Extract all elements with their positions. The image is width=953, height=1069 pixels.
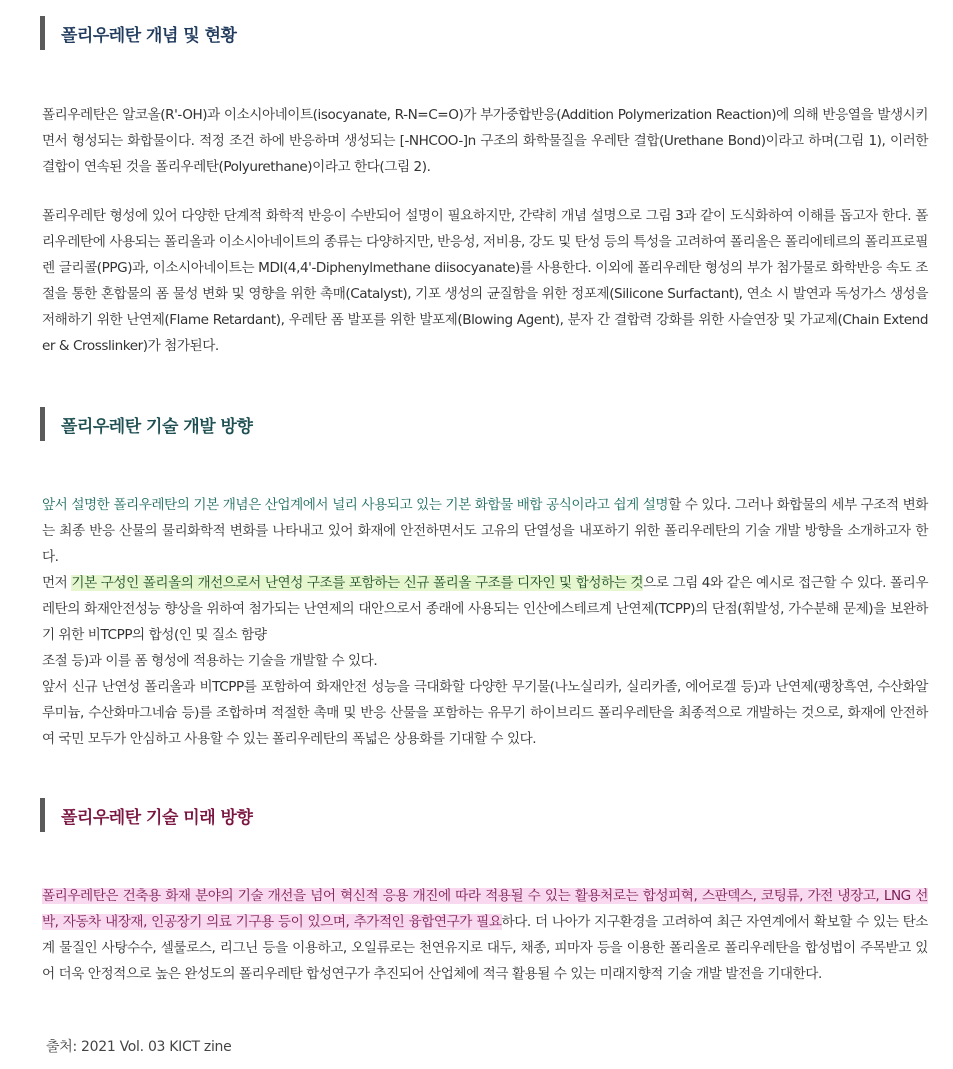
section-heading-concept (40, 16, 236, 50)
line2-rest: 으로 그림 4와 같은 예시로 접근할 수 있다. 폴리우레탄의 화재안전성능 향상을 위하여 첨가되는 난연제의 대안으로서 종래에 사용되는 인산에스테르계 난연제(TCPP)의 단점(휘발성, 가수분해 문제)을 보완하기 위한 비TCPP의 합성(인 및 질소 함량 (42, 575, 929, 643)
paragraph-concept-2: 폴리우레탄 형성에 있어 다양한 단계적 화학적 반응이 수반되어 설명이 필요하지만, 간략히 개념 설명으로 그림 3과 같이 도식화하여 이해를 돕고자 한다. 폴리우레탄에 사용되는 폴리올과 이소시아네이트의 종류는 다양하지만, 반응성, 저비용, 강도 및 탄성 등의 특성을 고려하여 폴리올은 폴리에테르의 폴리프로필렌 글리콜(PPG)과, 이소시아네이트는 MDI(4,4'-Diphenylmethane diisocyanate)를 사용한다. 이외에 폴리우레탄 형성의 부가 첨가물로 화학반응 속도 조절을 통한 혼합물의 폼 물성 변화 및 영향을 위한 촉매(Catalyst), 기포 생성의 균질함을 위한 정포제(Silicone Surfactant), 연소 시 발연과 독성가스 생성을 저해하기 위한 난연제(Flame Retardant), 우레탄 폼 발포를 위한 발포제(Blowing Agent), 분자 간 결합력 강화를 위한 사슬연장 및 가교제(Chain Extender & Crosslinker)가 첨가된다. (42, 208, 928, 354)
line4-text: 앞서 신규 난연성 폴리올과 비TCPP를 포함하여 화재안전 성능을 극대화할 다양한 무기물(나노실리카, 실리카졸, 에어로겔 등)과 난연제(팽창흑연, 수산화알루미늄, 수산화마그네슘 등)를 조합하며 적절한 촉매 및 반응 산물을 포함하는 유무기 하이브리드 폴리우레탄을 최종적으로 개발하는 것으로, 화재에 안전하여 국민 모두가 안심하고 사용할 수 있는 폴리우레탄의 폭넓은 상용화를 기대할 수 있다. (42, 679, 928, 747)
heading-bar (40, 407, 45, 441)
section-heading-development (40, 407, 252, 441)
line3-text: 조절 등)과 이를 폼 형성에 적용하는 기술을 개발할 수 있다. (42, 653, 378, 669)
intro-rest-text: 할 수 있다. 그러나 화합물의 세부 구조적 변화는 최종 반응 산물의 물리화학적 변화를 나타내고 있어 화재에 안전하면서도 고유의 단열성을 내포하기 위한 폴리우레탄의 기술 개발 방향을 소개하고자 한다. (42, 497, 928, 565)
heading-text: 폴리우레탄 기술 개발 방향 (61, 416, 253, 437)
future-rest-text: 하다. 더 나아가 지구환경을 고려하여 최근 자연계에서 확보할 수 있는 탄소계 물질인 사탕수수, 셀룰로스, 리그닌 등을 이용하고, 오일류로는 천연유지로 대두, 채종, 피마자 등을 이용한 폴리올로 폴리우레탄을 합성법이 주목받고 있어 더욱 안정적으로 높은 완성도의 폴리우레탄 합성연구가 추진되어 산업체에 적극 활용될 수 있는 미래지향적 기술 개발 발전을 기대한다. (42, 914, 928, 982)
source-citation: 출처: 2021 Vol. 03 KICT zine (46, 1039, 232, 1055)
heading-text: 폴리우레탄 개념 및 현황 (61, 25, 237, 46)
heading-bar (40, 798, 45, 832)
line2-prefix: 먼저 (42, 575, 72, 591)
paragraph-concept-1: 폴리우레탄은 알코올(R'-OH)과 이소시아네이트(isocyanate, R-N=C=O)가 부가중합반응(Addition Polymerization Reaction)에 의해 반응열을 발생시키면서 형성되는 화합물이다. 적정 조건 하에 반응하며 생성되는 [-NHCOO-]n 구조의 화학물질을 우레탄 결합(Urethane Bond)이라고 하며(그림 1), 이러한 결합이 연속된 것을 폴리우레탄(Polyurethane)이라고 한다(그림 2). (42, 107, 928, 175)
section-heading-future (40, 798, 252, 832)
paragraph-development (42, 492, 928, 752)
heading-bar (40, 16, 45, 50)
paragraph-future (42, 883, 928, 987)
heading-text: 폴리우레탄 기술 미래 방향 (61, 807, 253, 828)
highlight-green-text: 기본 구성인 폴리올의 개선으로서 난연성 구조를 포함하는 신규 폴리올 구조를 디자인 및 합성하는 것 (71, 575, 644, 591)
intro-teal-text: 앞서 설명한 폴리우레탄의 기본 개념은 산업계에서 널리 사용되고 있는 기본 화합물 배합 공식이라고 쉽게 설명 (42, 497, 669, 513)
highlight-pink-text: 폴리우레탄은 건축용 화재 분야의 기술 개선을 넘어 혁신적 응용 개진에 따라 적용될 수 있는 활용처로는 합성피혁, 스판덱스, 코팅류, 가전 냉장고, LNG 선박, 자동차 내장재, 인공장기 의료 기구용 등이 있으며, 추가적인 융합연구가 필요 (42, 888, 928, 930)
